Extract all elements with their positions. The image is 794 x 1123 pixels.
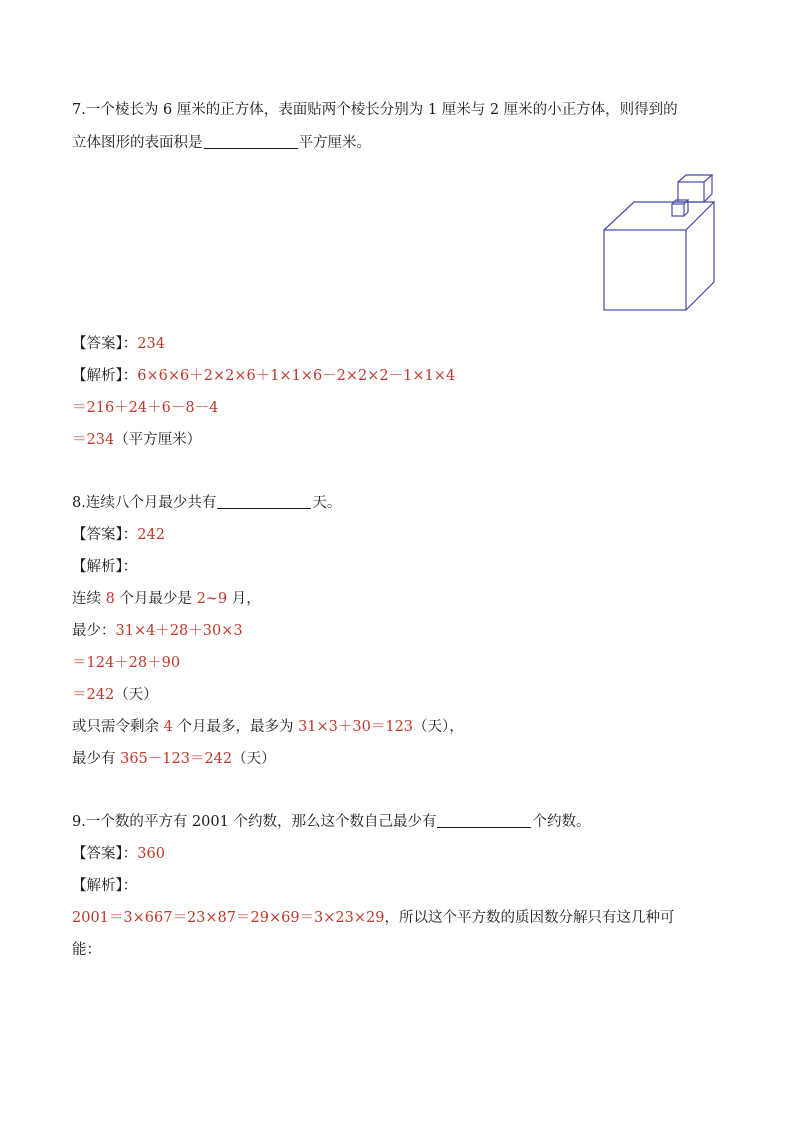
q8-question — [72, 493, 341, 513]
q8-l2-a: 最少： — [72, 623, 116, 639]
q7-analysis-step1: ＝216＋24＋6－8－4 — [72, 400, 219, 416]
cube-figure — [602, 172, 720, 314]
q7-analysis-step2 — [72, 430, 201, 450]
q7-step2-value: ＝234 — [72, 432, 115, 448]
q8-l1-b: 8 — [105, 591, 115, 607]
q8-l5-c: 个月最多，最多为 — [172, 719, 299, 735]
q7-answer — [72, 334, 165, 354]
q8-l5-b: 4 — [163, 719, 173, 735]
medium-cube-top — [678, 175, 712, 182]
q9-answer-blank — [437, 813, 531, 828]
q8-analysis-line1 — [72, 589, 261, 609]
q9-l1-a: 2001＝3×667＝23×87＝29×69＝3×23×29 — [72, 910, 385, 926]
q7-question-text: 立体图形的表面积是 — [72, 135, 203, 151]
q9-analysis-label: 【解析】： — [72, 878, 138, 894]
q9-answer-label: 【答案】： — [72, 846, 138, 862]
q8-l6-a: 最少有 — [72, 751, 121, 767]
q8-question-unit: 天。 — [312, 495, 342, 511]
q8-l5-a: 或只需令剩余 — [72, 719, 164, 735]
q8-l5-e: （天）， — [413, 719, 464, 735]
q7-answer-blank — [204, 134, 298, 149]
q8-answer — [72, 525, 165, 545]
q7-answer-label: 【答案】： — [72, 336, 138, 352]
large-cube-front — [604, 230, 686, 310]
q9-answer — [72, 844, 165, 864]
large-cube-top — [604, 202, 714, 230]
q9-analysis-line2: 能： — [72, 942, 101, 958]
q8-l5-d: 31×3＋30＝123 — [298, 719, 414, 735]
q7-question-line1: 7.一个棱长为 6 厘米的正方体，表面贴两个棱长分别为 1 厘米与 2 厘米的小正方体，则得到的 — [72, 102, 678, 118]
q8-answer-label: 【答案】： — [72, 527, 138, 543]
q7-answer-value: 234 — [137, 336, 165, 352]
q8-analysis-line6 — [72, 749, 276, 769]
q9-question — [72, 812, 590, 832]
q7-analysis — [72, 366, 455, 386]
q8-l2-b: 31×4＋28＋30×3 — [115, 623, 243, 639]
q8-analysis-line4 — [72, 685, 158, 705]
q8-l1-c: 个月最少是 — [114, 591, 197, 607]
q8-l4-a: ＝242 — [72, 687, 115, 703]
q9-answer-value: 360 — [137, 846, 165, 862]
large-cube-side — [686, 202, 714, 310]
q7-analysis-expression: 6×6×6＋2×2×6＋1×1×6－2×2×2－1×1×4 — [137, 368, 456, 384]
q8-l1-e: 月， — [227, 591, 261, 607]
q9-analysis-line1 — [72, 908, 674, 928]
q8-l1-a: 连续 — [72, 591, 106, 607]
q8-l4-b: （天） — [114, 687, 158, 703]
q8-analysis-line2 — [72, 621, 243, 641]
q8-answer-blank — [217, 494, 311, 509]
q8-l6-b: 365－123＝242 — [120, 751, 233, 767]
q8-l1-d: 2~9 — [196, 591, 228, 607]
q7-question-unit: 平方厘米。 — [298, 135, 371, 151]
q9-question-text: 9.一个数的平方有 2001 个约数，那么这个数自己最少有 — [72, 814, 437, 830]
small-cube-front — [672, 204, 684, 216]
q9-l1-b: ，所以这个平方数的质因数分解只有这几种可 — [384, 910, 675, 926]
q8-analysis-line3: ＝124＋28＋90 — [72, 655, 181, 671]
q8-question-text: 8.连续八个月最少共有 — [72, 495, 217, 511]
q7-analysis-label: 【解析】： — [72, 368, 138, 384]
q8-l6-c: （天） — [232, 751, 276, 767]
q9-question-unit: 个约数。 — [532, 814, 591, 830]
q8-answer-value: 242 — [137, 527, 165, 543]
q8-analysis-line5 — [72, 717, 464, 737]
medium-cube-front — [678, 182, 704, 202]
q8-analysis-label: 【解析】： — [72, 559, 138, 575]
q7-step2-unit: （平方厘米） — [114, 432, 202, 448]
q7-question-line2 — [72, 133, 371, 153]
